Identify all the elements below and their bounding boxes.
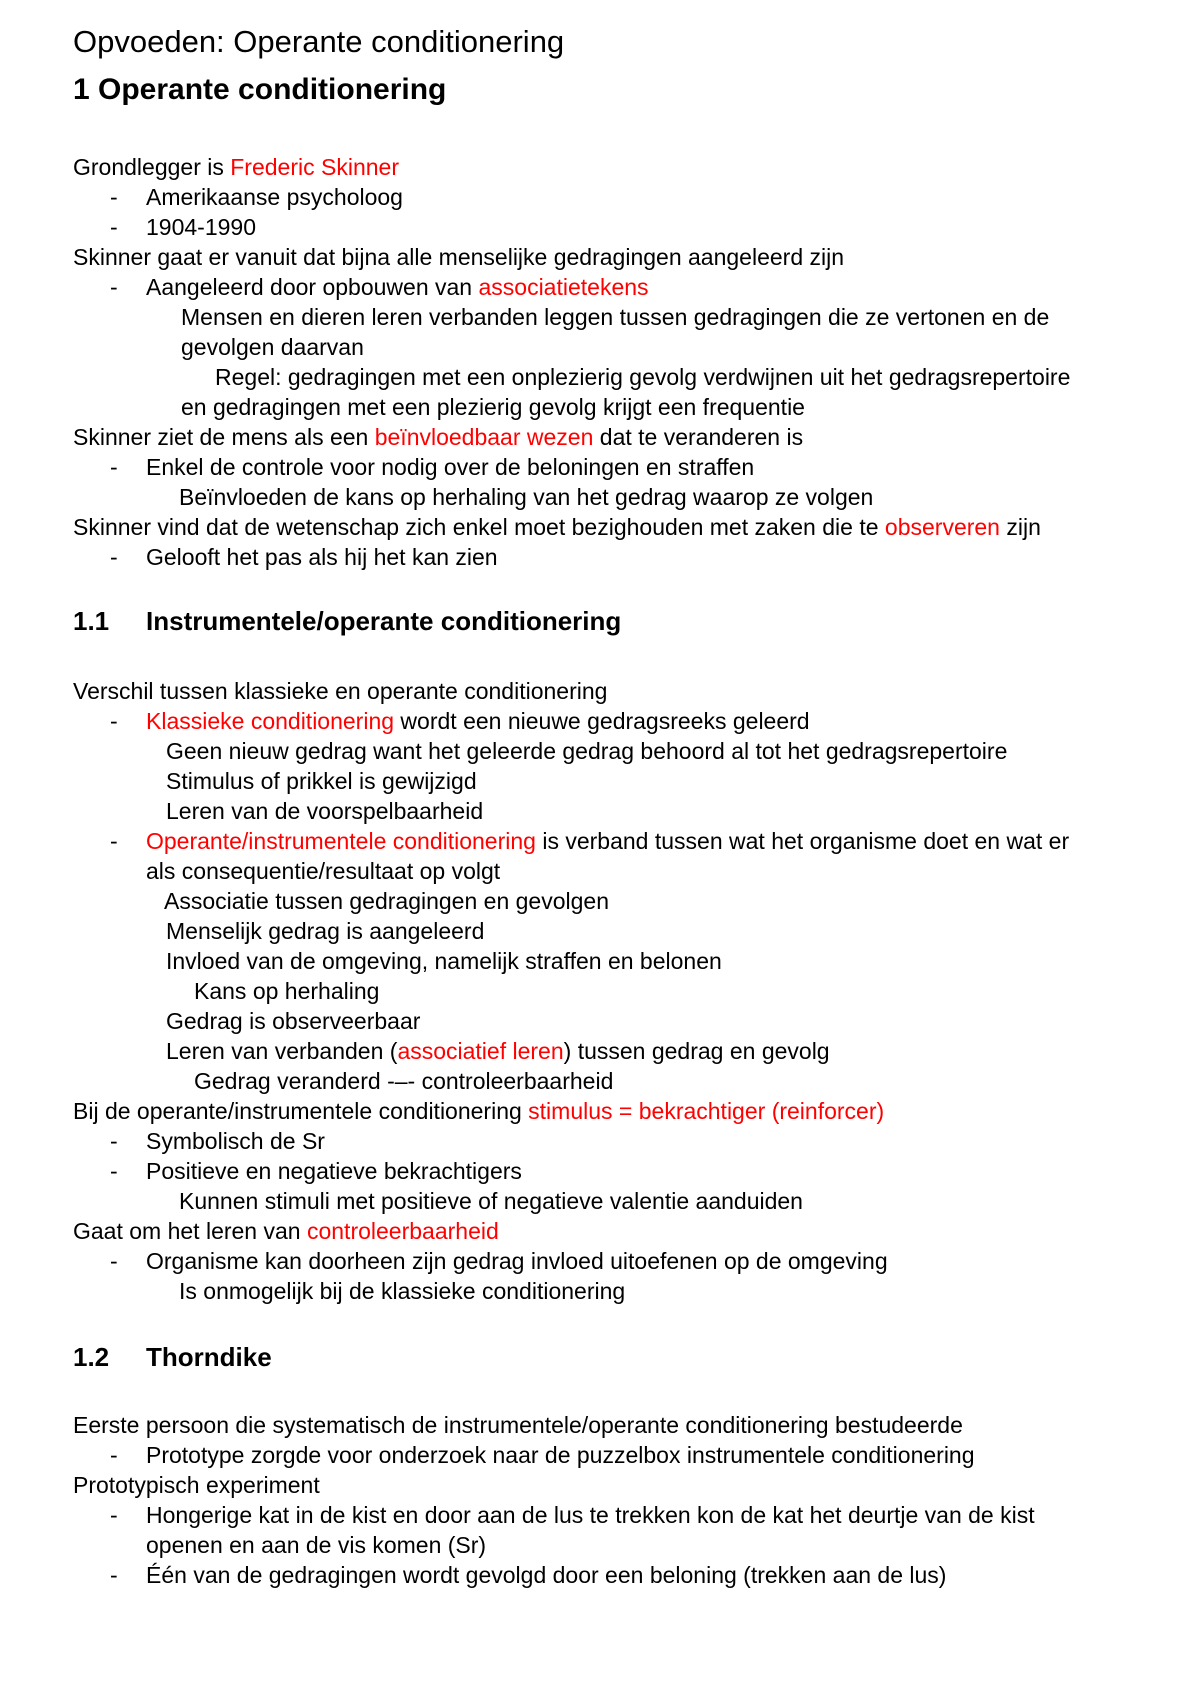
sub-item: Kunnen stimuli met positieve of negatieve valentie aanduiden — [179, 1188, 803, 1214]
sub-item: Beïnvloeden de kans op herhaling van het gedrag waarop ze volgen — [179, 484, 874, 510]
bullet-item: Hongerige kat in de kist en door aan de lus te trekken kon de kat het deurtje van de kist — [146, 1502, 1035, 1528]
sub-sub-item: Regel: gedragingen met een onplezierig gevolg verdwijnen uit het gedragsrepertoire — [215, 364, 1071, 390]
section-heading: 1 Operante conditionering — [73, 73, 447, 106]
bullet-item: Positieve en negatieve bekrachtigers — [146, 1158, 522, 1184]
subsection-heading: 1.1 Instrumentele/operante conditionering — [73, 606, 622, 636]
highlighted-term: stimulus = bekrachtiger (reinforcer) — [528, 1098, 885, 1124]
highlighted-term: controleerbaarheid — [306, 1218, 499, 1244]
sub-item: Mensen en dieren leren verbanden leggen tussen gedragingen die ze vertonen en de — [181, 304, 1050, 330]
bullet-dash: - — [110, 544, 118, 570]
sub-sub-item: Kans op herhaling — [194, 978, 380, 1004]
bullet-item: Enkel de controle voor nodig over de beloningen en straffen — [146, 454, 755, 480]
bullet-dash: - — [110, 828, 118, 854]
bullet-item: Amerikaanse psycholoog — [146, 184, 403, 210]
text-line: Gaat om het leren van controleerbaarheid — [73, 1218, 499, 1244]
bullet-item: Symbolisch de Sr — [146, 1128, 325, 1154]
bullet-dash: - — [110, 1502, 118, 1528]
text-line: Prototypisch experiment — [73, 1472, 320, 1498]
bullet-item-continued: openen en aan de vis komen (Sr) — [146, 1532, 487, 1558]
text-line: Skinner vind dat de wetenschap zich enkel moet bezighouden met zaken die te observeren zijn — [73, 514, 1041, 540]
bullet-dash: - — [110, 184, 118, 210]
sub-item: Invloed van de omgeving, namelijk straffen en belonen — [166, 948, 722, 974]
sub-item: Associatie tussen gedragingen en gevolgen — [164, 888, 609, 914]
bullet-item: Één van de gedragingen wordt gevolgd door een beloning (trekken aan de lus) — [146, 1562, 947, 1588]
highlighted-term: Operante/instrumentele conditionering — [146, 828, 536, 854]
bullet-dash: - — [110, 1248, 118, 1274]
sub-item: Menselijk gedrag is aangeleerd — [166, 918, 485, 944]
text-line: Skinner ziet de mens als een beïnvloedbaar wezen dat te veranderen is — [73, 424, 804, 450]
sub-item: Geen nieuw gedrag want het geleerde gedrag behoord al tot het gedragsrepertoire — [166, 738, 1008, 764]
highlighted-term: observeren — [884, 514, 1000, 540]
highlighted-term: Klassieke conditionering — [146, 708, 395, 734]
sub-item: Stimulus of prikkel is gewijzigd — [166, 768, 477, 794]
sub-item: Leren van de voorspelbaarheid — [166, 798, 484, 824]
bullet-item: Organisme kan doorheen zijn gedrag invloed uitoefenen op de omgeving — [146, 1248, 888, 1274]
bullet-dash: - — [110, 1562, 118, 1588]
highlighted-term: associatietekens — [478, 274, 649, 300]
sub-item: gevolgen daarvan — [181, 334, 364, 360]
sub-item: en gedragingen met een plezierig gevolg krijgt een frequentie — [181, 394, 805, 420]
sub-sub-item: Gedrag veranderd -–- controleerbaarheid — [194, 1068, 614, 1094]
text-line: Eerste persoon die systematisch de instrumentele/operante conditionering bestudeerde — [73, 1412, 963, 1438]
subsection-heading: 1.2 Thorndike — [73, 1342, 272, 1372]
bullet-item: Aangeleerd door opbouwen van associatietekens — [146, 274, 649, 300]
text-line: Bij de operante/instrumentele conditionering stimulus = bekrachtiger (reinforcer) — [73, 1098, 885, 1124]
sub-item: Leren van verbanden (associatief leren) tussen gedrag en gevolg — [166, 1038, 830, 1064]
bullet-item: Operante/instrumentele conditionering is verband tussen wat het organisme doet en wat er — [146, 828, 1070, 854]
bullet-dash: - — [110, 1442, 118, 1468]
bullet-item-continued: als consequentie/resultaat op volgt — [146, 858, 501, 884]
bullet-dash: - — [110, 1158, 118, 1184]
bullet-item: Klassieke conditionering wordt een nieuwe gedragsreeks geleerd — [146, 708, 810, 734]
bullet-item: 1904-1990 — [146, 214, 256, 240]
document-title: Opvoeden: Operante conditionering — [73, 24, 565, 59]
sub-item: Is onmogelijk bij de klassieke conditionering — [179, 1278, 626, 1304]
sub-item: Gedrag is observeerbaar — [166, 1008, 421, 1034]
bullet-dash: - — [110, 454, 118, 480]
bullet-item: Gelooft het pas als hij het kan zien — [146, 544, 498, 570]
highlighted-term: associatief leren — [397, 1038, 564, 1064]
bullet-dash: - — [110, 274, 118, 300]
bullet-item: Prototype zorgde voor onderzoek naar de puzzelbox instrumentele conditionering — [146, 1442, 975, 1468]
highlighted-term: beïnvloedbaar wezen — [374, 424, 594, 450]
bullet-dash: - — [110, 1128, 118, 1154]
bullet-dash: - — [110, 708, 118, 734]
highlighted-term: Frederic Skinner — [230, 154, 399, 180]
text-line: Skinner gaat er vanuit dat bijna alle menselijke gedragingen aangeleerd zijn — [73, 244, 845, 270]
text-line: Grondlegger is Frederic Skinner — [73, 154, 399, 180]
bullet-dash: - — [110, 214, 118, 240]
text-line: Verschil tussen klassieke en operante conditionering — [73, 678, 608, 704]
